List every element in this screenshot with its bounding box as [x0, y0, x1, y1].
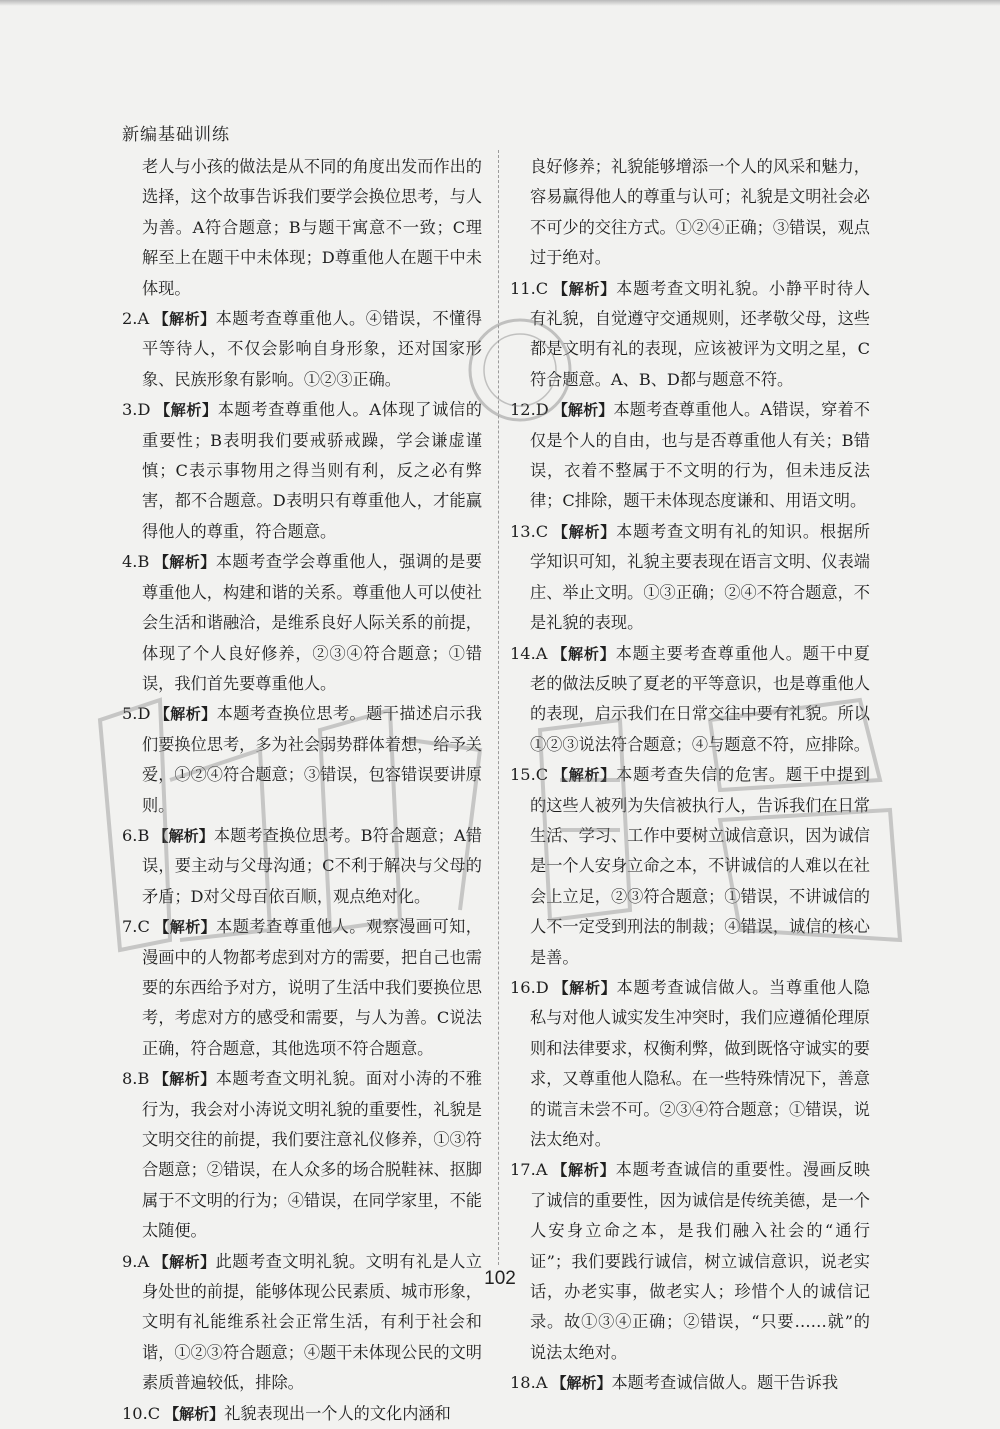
answer-item: [510, 1368, 870, 1398]
analysis-tag: 【解析】: [552, 279, 617, 298]
answer-item: [122, 152, 482, 304]
answer-item: [510, 639, 870, 761]
answer-text: 本题考查尊重他人。A体现了诚信的重要性；B表明我们要戒骄戒躁，学会谦虚谨慎；C表示事物用之得当则有利，反之必有弊害，都不合题意。D表明只有尊重他人，才能赢得他人的尊重，符合题意。: [142, 400, 482, 541]
answer-text: 本题考查尊重他人。A错误，穿着不仅是个人的自由，也与是否尊重他人有关；B错误，衣着不整属于不文明的行为，但未违反法律；C排除，题干未体现态度谦和、用语文明。: [530, 400, 870, 511]
analysis-tag: 【解析】: [552, 978, 617, 997]
answer-item: [122, 395, 482, 547]
answer-text: 本题考查诚信做人。题干告诉我: [611, 1373, 839, 1393]
analysis-tag: 【解析】: [552, 766, 617, 785]
answer-number: 16.D: [510, 977, 549, 997]
analysis-tag: 【解析】: [552, 522, 617, 541]
answer-text: 本题考查文明有礼的知识。根据所学知识可知，礼貌主要表现在语言文明、仪表端庄、举止文明。①③正确；②④不符合题意，不是礼貌的表现。: [530, 521, 870, 633]
answer-number: 2.A: [122, 309, 150, 329]
page-number: 102: [484, 1268, 516, 1289]
answer-item: [122, 821, 482, 912]
analysis-tag: 【解析】: [552, 401, 614, 420]
answer-number: 10.C: [122, 1403, 161, 1423]
answer-text: 本题主要考查尊重他人。题干中夏老的做法反映了夏老的平等意识，也是尊重他人的表现，启示我们在日常交往中要有礼貌。所以①②③说法符合题意；④与题意不符，应排除。: [530, 643, 870, 754]
answer-text: 此题考查文明礼貌。文明有礼是人立身处世的前提，能够体现公民素质、城市形象，文明有礼能维系社会正常生活，有利于社会和谐，①②③符合题意；④题干未体现公民的文明素质普遍较低，排除。: [142, 1251, 482, 1393]
answer-number: 7.C: [122, 917, 150, 937]
answer-text: 礼貌表现出一个人的文化内涵和: [224, 1403, 451, 1423]
right-column: [510, 152, 870, 1399]
page-top-edge: [0, 0, 1000, 6]
analysis-tag: 【解析】: [153, 1070, 216, 1089]
answer-text: 本题考查文明礼貌。小静平时待人有礼貌，自觉遵守交通规则，还孝敬父母，这些都是文明有礼的表现，应该被评为文明之星，C符合题意。A、B、D都与题意不符。: [530, 278, 870, 389]
answer-number: 6.B: [122, 825, 150, 845]
answer-number: 4.B: [122, 552, 150, 572]
answer-text: 本题考查文明礼貌。面对小涛的不雅行为，我会对小涛说文明礼貌的重要性，礼貌是文明交往的前提，我们要注意礼仪修养，①③符合题意；②错误，在人众多的场合脱鞋袜、抠脚属于不文明的行为；④错误，在同学家里，不能太随便。: [142, 1069, 482, 1241]
answer-number: 8.B: [122, 1069, 150, 1089]
analysis-tag: 【解析】: [153, 553, 216, 572]
answer-item: [510, 395, 870, 517]
answer-item: [510, 973, 870, 1155]
answer-text: 本题考查尊重他人。观察漫画可知，漫画中的人物都考虑到对方的需要，把自己也需要的东西给予对方，说明了生活中我们要换位思考，考虑对方的感受和需要，与人为善。C说法正确，符合题意，其他选项不符合题意。: [142, 917, 482, 1058]
analysis-tag: 【解析】: [154, 705, 217, 724]
answer-number: 14.A: [510, 643, 548, 663]
answer-number: 18.A: [510, 1373, 548, 1393]
answer-item: [122, 547, 482, 699]
answer-item: [122, 699, 482, 821]
left-column: [122, 152, 482, 1429]
answer-number: 11.C: [510, 278, 549, 298]
analysis-tag: 【解析】: [164, 1404, 225, 1423]
analysis-tag: 【解析】: [551, 644, 616, 663]
answer-item: [122, 1064, 482, 1246]
column-divider: [498, 150, 499, 1265]
answer-text: 本题考查尊重他人。④错误，不懂得平等待人，不仅会影响自身形象，还对国家形象、民族形象有影响。①②③正确。: [142, 309, 482, 389]
answer-text: 老人与小孩的做法是从不同的角度出发而作出的选择，这个故事告诉我们要学会换位思考，与人为善。A符合题意；B与题干寓意不一致；C理解至上在题干中未体现；D尊重他人在题干中未体现。: [142, 157, 482, 298]
answer-item: [122, 912, 482, 1064]
answer-text: 良好修养；礼貌能够增添一个人的风采和魅力，容易赢得他人的尊重与认可；礼貌是文明社会必不可少的交往方式。①②④正确；③错误，观点过于绝对。: [530, 157, 870, 268]
answer-number: 13.C: [510, 521, 549, 541]
analysis-tag: 【解析】: [153, 826, 214, 845]
answer-number: 3.D: [122, 400, 151, 420]
answer-item: [510, 517, 870, 639]
analysis-tag: 【解析】: [153, 1252, 216, 1271]
answer-number: 12.D: [510, 400, 549, 420]
answer-text: 本题考查学会尊重他人，强调的是要尊重他人，构建和谐的关系。尊重他人可以使社会生活和谐融洽，是维系良好人际关系的前提，体现了个人良好修养，②③④符合题意；①错误，我们首先要尊重他人。: [142, 552, 482, 693]
analysis-tag: 【解析】: [551, 1161, 616, 1180]
answer-item: [122, 304, 482, 395]
answer-number: 15.C: [510, 765, 549, 785]
book-title: 新编基础训练: [122, 125, 230, 145]
answer-item: [510, 760, 870, 973]
answer-number: 9.A: [122, 1251, 150, 1271]
analysis-tag: 【解析】: [551, 1374, 612, 1393]
answer-text: 本题考查诚信的重要性。漫画反映了诚信的重要性，因为诚信是传统美德，是一个人安身立命之本，是我们融入社会的“通行证”；我们要践行诚信，树立诚信意识，说老实话，办老实事，做老实人；珍惜个人的诚信记录。故①③④正确；②错误，“只要……就”的说法太绝对。: [530, 1160, 870, 1362]
analysis-tag: 【解析】: [153, 918, 217, 937]
analysis-tag: 【解析】: [153, 310, 216, 329]
answer-text: 本题考查诚信做人。当尊重他人隐私与对他人诚实发生冲突时，我们应遵循伦理原则和法律要求，权衡利弊，做到既恪守诚实的要求，又尊重他人隐私。在一些特殊情况下，善意的谎言未尝不可。②③④符合题意；①错误，说法太绝对。: [530, 977, 870, 1149]
answer-text: 本题考查换位思考。题干描述启示我们要换位思考，多为社会弱势群体着想，给予关爱，①②④符合题意；③错误，包容错误要讲原则。: [142, 704, 482, 815]
analysis-tag: 【解析】: [154, 401, 218, 420]
answer-number: 5.D: [122, 704, 151, 724]
answer-text: 本题考查换位思考。B符合题意；A错误，要主动与父母沟通；C不利于解决与父母的矛盾；D对父母百依百顺，观点绝对化。: [142, 825, 482, 906]
answer-text: 本题考查失信的危害。题干中提到的这些人被列为失信被执行人，告诉我们在日常生活、学习、工作中要树立诚信意识，因为诚信是一个人安身立命之本，不讲诚信的人难以在社会上立足，②③符合题意；①错误，不讲诚信的人不一定受到刑法的制裁；④错误，诚信的核心是善。: [530, 765, 870, 967]
answer-number: 17.A: [510, 1160, 548, 1180]
answer-item: [510, 1155, 870, 1368]
answer-item: [510, 274, 870, 396]
answer-item: [510, 152, 870, 274]
